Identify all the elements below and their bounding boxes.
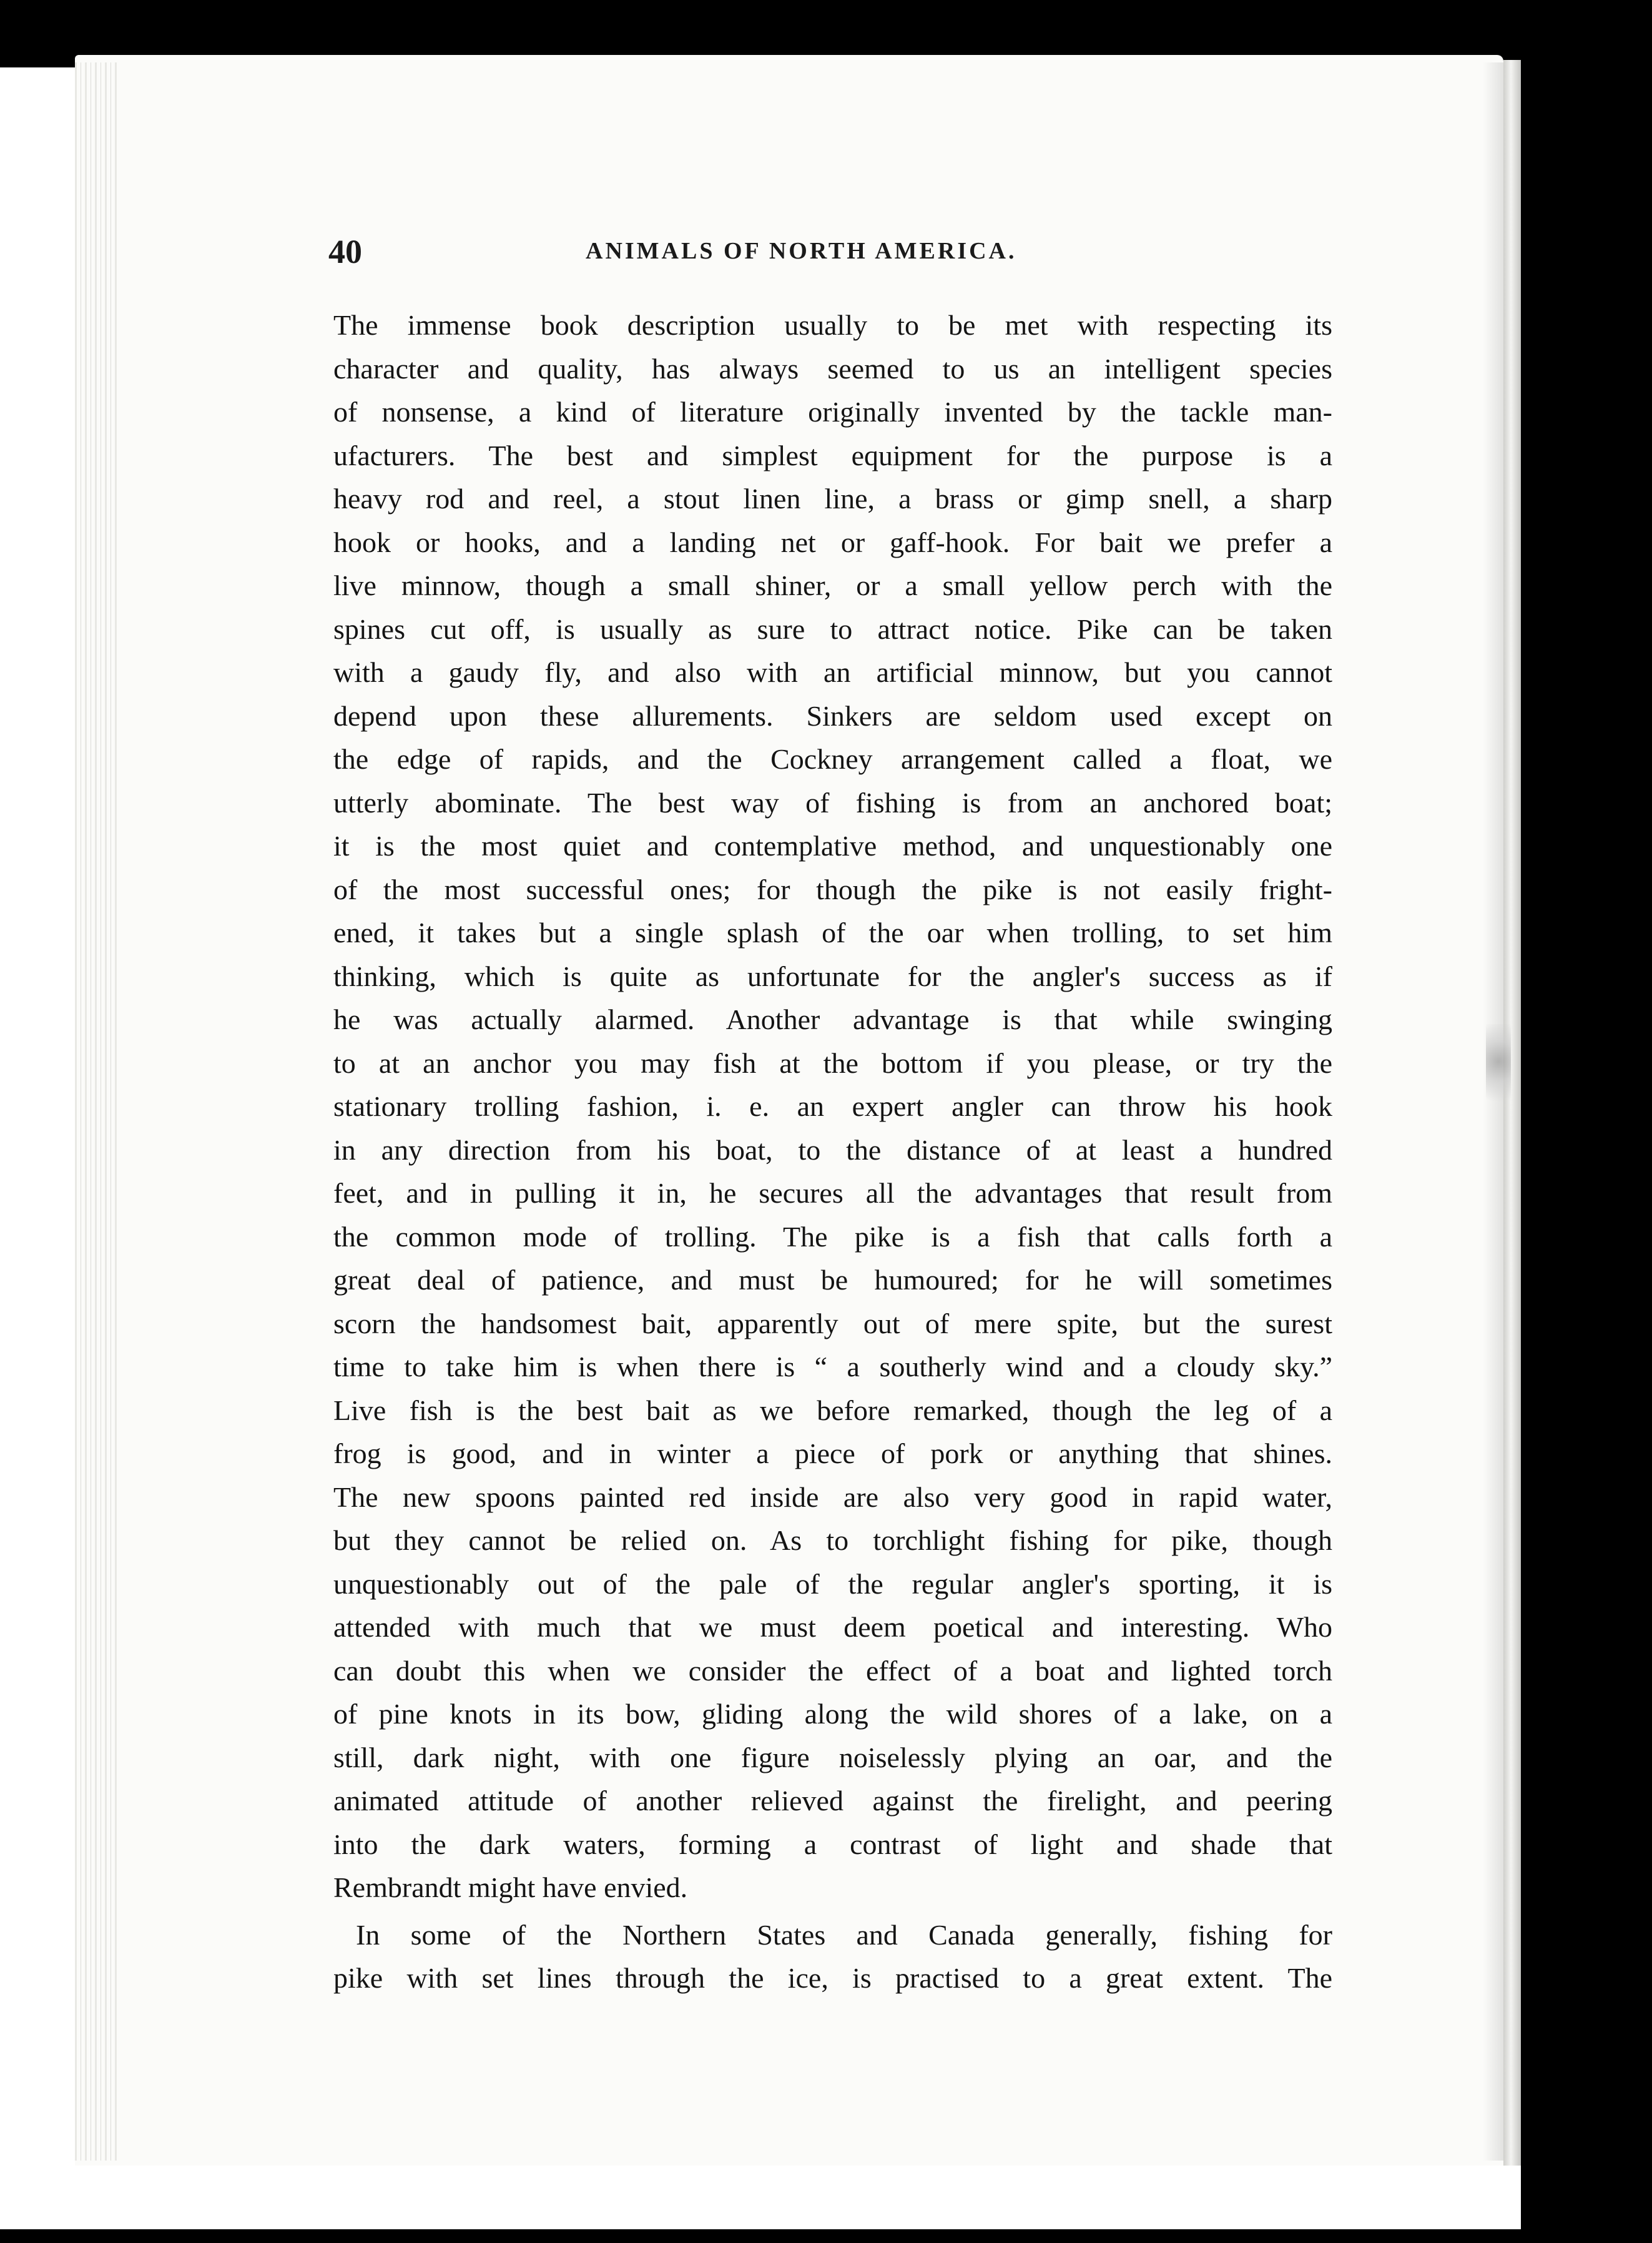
running-head — [328, 232, 1387, 276]
text-line: pike with set lines through the ice, is practised to a great extent. The — [333, 1962, 1332, 1994]
text-line: Live fish is the best bait as we before remarked, though the leg of a — [333, 1394, 1332, 1426]
text-line: still, dark night, with one figure noiselessly plying an oar, and the — [333, 1741, 1332, 1773]
text-line: stationary trolling fashion, i. e. an expert angler can throw his hook — [333, 1090, 1332, 1122]
text-line: it is the most quiet and contemplative method, and unquestionably one — [333, 830, 1332, 862]
text-line: depend upon these allurements. Sinkers are seldom used except on — [333, 699, 1332, 732]
text-line: of nonsense, a kind of literature originally invented by the tackle man- — [333, 396, 1332, 428]
text-line: ufacturers. The best and simplest equipment for the purpose is a — [333, 439, 1332, 471]
page-number: 40 — [328, 233, 362, 270]
body-text — [333, 303, 1332, 2000]
text-line: The immense book description usually to be met with respecting its — [333, 309, 1332, 341]
text-line: he was actually alarmed. Another advantage is that while swinging — [333, 1003, 1332, 1035]
running-title: ANIMALS OF NORTH AMERICA. — [586, 238, 1017, 264]
text-line: of the most successful ones; for though the pike is not easily fright- — [333, 873, 1332, 905]
scan-border-right — [1521, 0, 1652, 2243]
text-line: the edge of rapids, and the Cockney arrangement called a float, we — [333, 743, 1332, 775]
text-line: great deal of patience, and must be humoured; for he will sometimes — [333, 1264, 1332, 1296]
text-line: live minnow, though a small shiner, or a small yellow perch with the — [333, 569, 1332, 601]
text-line: hook or hooks, and a landing net or gaff-hook. For bait we prefer a — [333, 526, 1332, 558]
text-line: attended with much that we must deem poetical and interesting. Who — [333, 1611, 1332, 1643]
paper-blemish — [1486, 1024, 1511, 1118]
paragraph — [333, 1913, 1332, 2000]
text-line: but they cannot be relied on. As to torchlight fishing for pike, though — [333, 1524, 1332, 1556]
paragraph — [333, 303, 1332, 1910]
text-line: In some of the Northern States and Canada generally, fishing for — [356, 1918, 1332, 1951]
text-line: heavy rod and reel, a stout linen line, a brass or gimp snell, a sharp — [333, 483, 1332, 515]
text-line: with a gaudy fly, and also with an artificial minnow, but you cannot — [333, 656, 1332, 688]
text-line: character and quality, has always seemed to us an intelligent species — [333, 352, 1332, 385]
scan-border-bottom — [0, 2229, 1652, 2243]
text-line: unquestionably out of the pale of the regular angler's sporting, it is — [333, 1567, 1332, 1600]
page-edges-left — [75, 62, 119, 2161]
text-line: frog is good, and in winter a piece of pork or anything that shines. — [333, 1437, 1332, 1469]
text-line: into the dark waters, forming a contrast of light and shade that — [333, 1828, 1332, 1860]
text-line: the common mode of trolling. The pike is a fish that calls forth a — [333, 1220, 1332, 1253]
text-line: spines cut off, is usually as sure to attract notice. Pike can be taken — [333, 613, 1332, 645]
text-line: The new spoons painted red inside are also very good in rapid water, — [333, 1481, 1332, 1513]
text-line: in any direction from his boat, to the distance of at least a hundred — [333, 1133, 1332, 1166]
text-line: can doubt this when we consider the effect of a boat and lighted torch — [333, 1654, 1332, 1687]
text-line: utterly abominate. The best way of fishing is from an anchored boat; — [333, 786, 1332, 819]
text-line: time to take him is when there is “ a southerly wind and a cloudy sky.” — [333, 1351, 1332, 1383]
text-line: ened, it takes but a single splash of the oar when trolling, to set him — [333, 917, 1332, 949]
text-line: animated attitude of another relieved against the firelight, and peering — [333, 1785, 1332, 1817]
text-line: thinking, which is quite as unfortunate for the angler's success as if — [333, 960, 1332, 992]
text-line: Rembrandt might have envied. — [333, 1871, 688, 1903]
text-line: feet, and in pulling it in, he secures all the advantages that result from — [333, 1177, 1332, 1209]
text-line: of pine knots in its bow, gliding along the wild shores of a lake, on a — [333, 1698, 1332, 1730]
text-line: scorn the handsomest bait, apparently out of mere spite, but the surest — [333, 1307, 1332, 1339]
text-line: to at an anchor you may fish at the bottom if you please, or try the — [333, 1047, 1332, 1079]
